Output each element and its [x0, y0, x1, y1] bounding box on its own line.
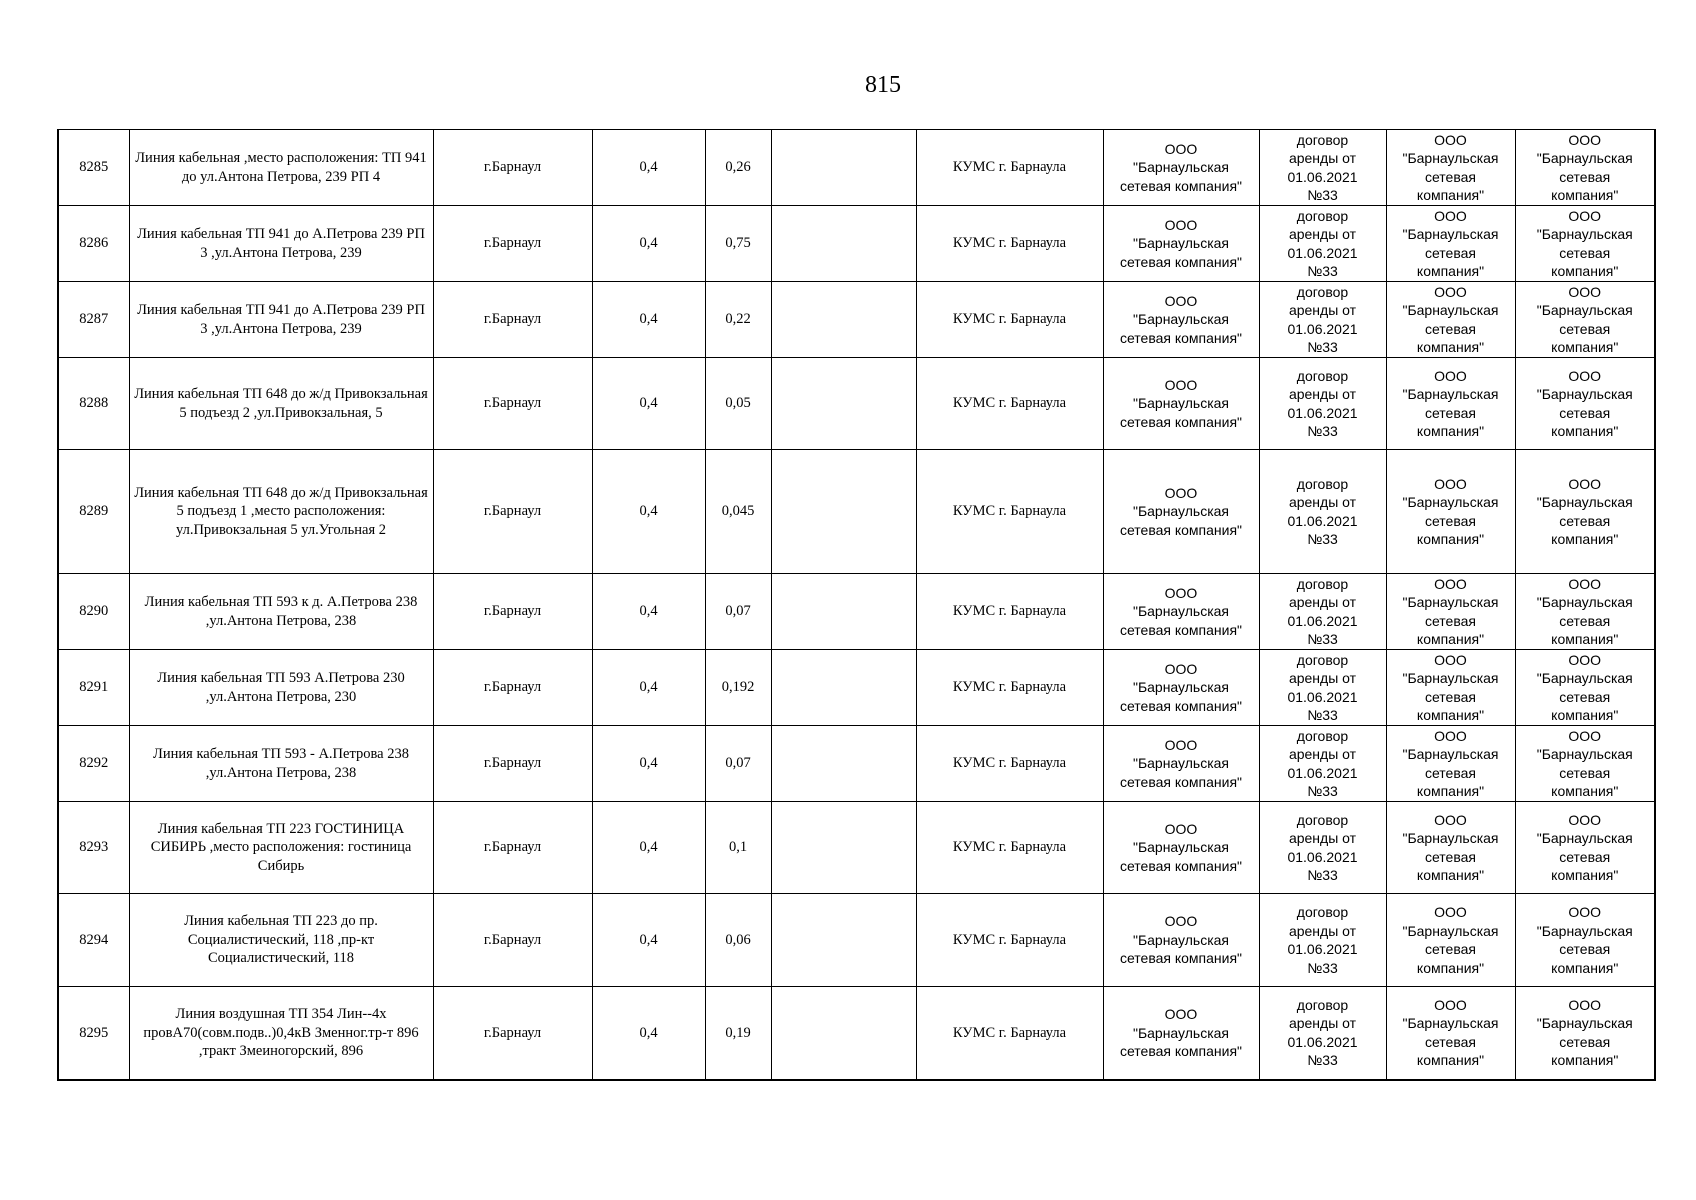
- page-number: 815: [865, 72, 901, 98]
- cell-id: 8287: [58, 282, 129, 358]
- cell-operator: ООО "Барнаульская сетевая компания": [1386, 450, 1515, 574]
- cell-owner: КУМС г. Барнаула: [916, 650, 1103, 726]
- cell-empty: [771, 987, 916, 1080]
- cell-id: 8290: [58, 574, 129, 650]
- cell-empty: [771, 650, 916, 726]
- cell-operator-2: ООО "Барнаульская сетевая компания": [1515, 282, 1655, 358]
- cell-description: Линия кабельная ТП 941 до А.Петрова 239 РП 3 ,ул.Антона Петрова, 239: [129, 282, 433, 358]
- cell-owner: КУМС г. Барнаула: [916, 358, 1103, 450]
- cell-basis: договор аренды от 01.06.2021 №33: [1259, 650, 1386, 726]
- cell-owner: КУМС г. Барнаула: [916, 206, 1103, 282]
- cell-basis: договор аренды от 01.06.2021 №33: [1259, 894, 1386, 987]
- cell-description: Линия воздушная ТП 354 Лин--4х провА70(совм.подв..)0,4кВ Змeнног.тр-т 896 ,тракт Змеиногорский, 896: [129, 987, 433, 1080]
- cell-owner: КУМС г. Барнаула: [916, 282, 1103, 358]
- cell-id: 8291: [58, 650, 129, 726]
- cell-description: Линия кабельная ,место расположения: ТП 941 до ул.Антона Петрова, 239 РП 4: [129, 130, 433, 206]
- cell-operator: ООО "Барнаульская сетевая компания": [1386, 987, 1515, 1080]
- cell-length: 0,07: [705, 726, 771, 802]
- cell-basis: договор аренды от 01.06.2021 №33: [1259, 987, 1386, 1080]
- cell-holder: ООО "Барнаульская сетевая компания": [1103, 358, 1259, 450]
- cell-length: 0,06: [705, 894, 771, 987]
- cell-city: г.Барнаул: [433, 574, 592, 650]
- cell-city: г.Барнаул: [433, 894, 592, 987]
- cell-holder: ООО "Барнаульская сетевая компания": [1103, 987, 1259, 1080]
- cell-operator: ООО "Барнаульская сетевая компания": [1386, 894, 1515, 987]
- cell-basis: договор аренды от 01.06.2021 №33: [1259, 574, 1386, 650]
- cell-description: Линия кабельная ТП 223 ГОСТИНИЦА СИБИРЬ ,место расположения: гостиница Сибирь: [129, 802, 433, 894]
- cell-basis: договор аренды от 01.06.2021 №33: [1259, 450, 1386, 574]
- cell-empty: [771, 358, 916, 450]
- cell-city: г.Барнаул: [433, 282, 592, 358]
- cell-id: 8289: [58, 450, 129, 574]
- cell-holder: ООО "Барнаульская сетевая компания": [1103, 282, 1259, 358]
- cell-voltage: 0,4: [592, 282, 705, 358]
- cell-length: 0,045: [705, 450, 771, 574]
- cell-length: 0,75: [705, 206, 771, 282]
- cell-operator: ООО "Барнаульская сетевая компания": [1386, 574, 1515, 650]
- cell-voltage: 0,4: [592, 206, 705, 282]
- cell-basis: договор аренды от 01.06.2021 №33: [1259, 206, 1386, 282]
- cell-length: 0,26: [705, 130, 771, 206]
- cell-voltage: 0,4: [592, 650, 705, 726]
- cell-city: г.Барнаул: [433, 726, 592, 802]
- cell-id: 8288: [58, 358, 129, 450]
- cell-owner: КУМС г. Барнаула: [916, 802, 1103, 894]
- cell-city: г.Барнаул: [433, 987, 592, 1080]
- cell-operator: ООО "Барнаульская сетевая компания": [1386, 358, 1515, 450]
- cell-city: г.Барнаул: [433, 802, 592, 894]
- cell-operator-2: ООО "Барнаульская сетевая компания": [1515, 130, 1655, 206]
- cell-owner: КУМС г. Барнаула: [916, 894, 1103, 987]
- cell-holder: ООО "Барнаульская сетевая компания": [1103, 130, 1259, 206]
- cell-operator-2: ООО "Барнаульская сетевая компания": [1515, 450, 1655, 574]
- cell-empty: [771, 282, 916, 358]
- table-row: [58, 130, 1655, 206]
- cell-id: 8293: [58, 802, 129, 894]
- cell-voltage: 0,4: [592, 358, 705, 450]
- cell-description: Линия кабельная ТП 648 до ж/д Привокзальная 5 подъезд 2 ,ул.Привокзальная, 5: [129, 358, 433, 450]
- table-row: [58, 650, 1655, 726]
- cell-city: г.Барнаул: [433, 206, 592, 282]
- cell-empty: [771, 206, 916, 282]
- cell-operator-2: ООО "Барнаульская сетевая компания": [1515, 987, 1655, 1080]
- cell-length: 0,22: [705, 282, 771, 358]
- cell-voltage: 0,4: [592, 894, 705, 987]
- cell-holder: ООО "Барнаульская сетевая компания": [1103, 450, 1259, 574]
- cell-voltage: 0,4: [592, 802, 705, 894]
- cell-description: Линия кабельная ТП 593 - А.Петрова 238 ,ул.Антона Петрова, 238: [129, 726, 433, 802]
- cell-holder: ООО "Барнаульская сетевая компания": [1103, 574, 1259, 650]
- cell-basis: договор аренды от 01.06.2021 №33: [1259, 726, 1386, 802]
- cell-empty: [771, 894, 916, 987]
- cell-id: 8285: [58, 130, 129, 206]
- cell-basis: договор аренды от 01.06.2021 №33: [1259, 130, 1386, 206]
- cell-holder: ООО "Барнаульская сетевая компания": [1103, 206, 1259, 282]
- cell-operator: ООО "Барнаульская сетевая компания": [1386, 726, 1515, 802]
- cell-operator-2: ООО "Барнаульская сетевая компания": [1515, 574, 1655, 650]
- cell-id: 8294: [58, 894, 129, 987]
- cell-length: 0,19: [705, 987, 771, 1080]
- table-row: [58, 802, 1655, 894]
- cell-holder: ООО "Барнаульская сетевая компания": [1103, 802, 1259, 894]
- cell-operator-2: ООО "Барнаульская сетевая компания": [1515, 358, 1655, 450]
- cell-empty: [771, 450, 916, 574]
- cell-operator-2: ООО "Барнаульская сетевая компания": [1515, 726, 1655, 802]
- cell-empty: [771, 802, 916, 894]
- table-row: [58, 894, 1655, 987]
- cell-operator-2: ООО "Барнаульская сетевая компания": [1515, 894, 1655, 987]
- cell-city: г.Барнаул: [433, 650, 592, 726]
- cell-operator: ООО "Барнаульская сетевая компания": [1386, 206, 1515, 282]
- cell-description: Линия кабельная ТП 223 до пр. Социалистический, 118 ,пр-кт Социалистический, 118: [129, 894, 433, 987]
- cell-length: 0,05: [705, 358, 771, 450]
- cell-operator: ООО "Барнаульская сетевая компания": [1386, 130, 1515, 206]
- cell-city: г.Барнаул: [433, 130, 592, 206]
- table-row: [58, 206, 1655, 282]
- cell-owner: КУМС г. Барнаула: [916, 450, 1103, 574]
- cell-holder: ООО "Барнаульская сетевая компания": [1103, 650, 1259, 726]
- cell-basis: договор аренды от 01.06.2021 №33: [1259, 358, 1386, 450]
- cell-operator-2: ООО "Барнаульская сетевая компания": [1515, 206, 1655, 282]
- cell-voltage: 0,4: [592, 726, 705, 802]
- table-row: [58, 987, 1655, 1080]
- cell-voltage: 0,4: [592, 574, 705, 650]
- cell-id: 8286: [58, 206, 129, 282]
- cell-city: г.Барнаул: [433, 358, 592, 450]
- cell-owner: КУМС г. Барнаула: [916, 726, 1103, 802]
- cell-length: 0,192: [705, 650, 771, 726]
- cell-voltage: 0,4: [592, 987, 705, 1080]
- cell-operator-2: ООО "Барнаульская сетевая компания": [1515, 650, 1655, 726]
- cell-voltage: 0,4: [592, 130, 705, 206]
- cell-length: 0,1: [705, 802, 771, 894]
- cell-holder: ООО "Барнаульская сетевая компания": [1103, 726, 1259, 802]
- cell-description: Линия кабельная ТП 593 А.Петрова 230 ,ул.Антона Петрова, 230: [129, 650, 433, 726]
- table-row: [58, 358, 1655, 450]
- table-row: [58, 450, 1655, 574]
- table-row: [58, 726, 1655, 802]
- cell-description: Линия кабельная ТП 593 к д. А.Петрова 238 ,ул.Антона Петрова, 238: [129, 574, 433, 650]
- cell-owner: КУМС г. Барнаула: [916, 130, 1103, 206]
- cell-city: г.Барнаул: [433, 450, 592, 574]
- cell-owner: КУМС г. Барнаула: [916, 574, 1103, 650]
- table-row: [58, 282, 1655, 358]
- cell-voltage: 0,4: [592, 450, 705, 574]
- cell-empty: [771, 574, 916, 650]
- cell-length: 0,07: [705, 574, 771, 650]
- cell-operator: ООО "Барнаульская сетевая компания": [1386, 650, 1515, 726]
- cell-operator: ООО "Барнаульская сетевая компания": [1386, 282, 1515, 358]
- registry-table: [57, 129, 1656, 1081]
- table-body: [58, 130, 1655, 1080]
- cell-basis: договор аренды от 01.06.2021 №33: [1259, 282, 1386, 358]
- cell-description: Линия кабельная ТП 648 до ж/д Привокзальная 5 подъезд 1 ,место расположения: ул.Привокзальная 5 ул.Угольная 2: [129, 450, 433, 574]
- cell-id: 8292: [58, 726, 129, 802]
- cell-owner: КУМС г. Барнаула: [916, 987, 1103, 1080]
- table-row: [58, 574, 1655, 650]
- cell-basis: договор аренды от 01.06.2021 №33: [1259, 802, 1386, 894]
- cell-holder: ООО "Барнаульская сетевая компания": [1103, 894, 1259, 987]
- cell-empty: [771, 130, 916, 206]
- cell-empty: [771, 726, 916, 802]
- cell-operator-2: ООО "Барнаульская сетевая компания": [1515, 802, 1655, 894]
- cell-description: Линия кабельная ТП 941 до А.Петрова 239 РП 3 ,ул.Антона Петрова, 239: [129, 206, 433, 282]
- cell-operator: ООО "Барнаульская сетевая компания": [1386, 802, 1515, 894]
- cell-id: 8295: [58, 987, 129, 1080]
